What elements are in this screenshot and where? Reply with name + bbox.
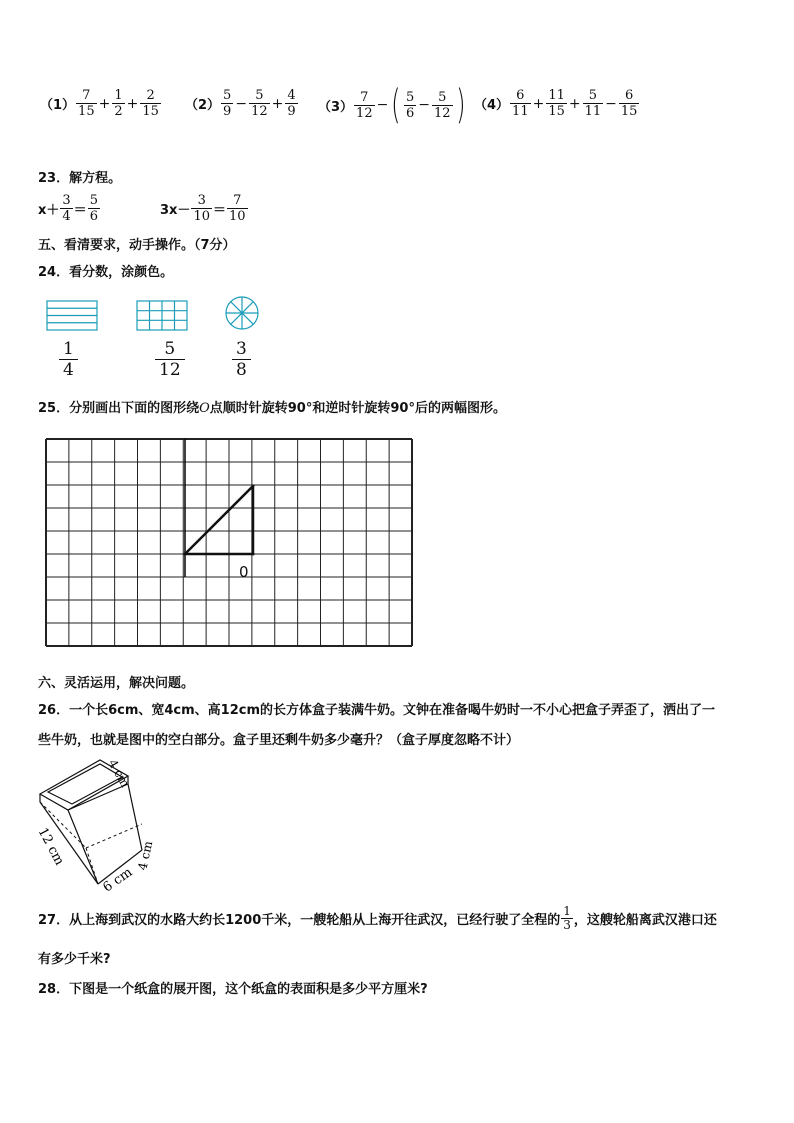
q24-fraction-2: $\frac{5}{12}$ bbox=[155, 339, 185, 380]
point-o-label: O bbox=[199, 401, 210, 416]
fraction: $\frac{7}{12}$ bbox=[356, 89, 373, 121]
q22-label: （3） bbox=[318, 99, 354, 115]
q27-line-1: 27．从上海到武汉的水路大约长1200千米，一艘轮船从上海开往武汉，已经行驶了全程的 $\frac{1}{3}$ ，这艘轮船离武汉港口还 bbox=[38, 904, 717, 932]
fraction: $\frac{5}{12}$ bbox=[251, 88, 268, 119]
label-height: 12 cm bbox=[34, 825, 67, 868]
q23-equation-2: 3x－ $\frac{3}{10}$ ＝ $\frac{7}{10}$ bbox=[160, 193, 246, 224]
q23-equation-1: x＋ $\frac{3}{4}$ ＝ $\frac{5}{6}$ bbox=[38, 193, 98, 224]
q28-title: 28．下图是一个纸盒的展开图，这个纸盒的表面积是多少平方厘米? bbox=[38, 982, 428, 997]
q27-line-2: 有多少千米? bbox=[38, 952, 111, 967]
q22-label: （2） bbox=[185, 98, 221, 113]
q24-fraction-1: $\frac{1}{4}$ bbox=[59, 339, 78, 380]
fraction: $\frac{6}{15}$ bbox=[620, 88, 638, 119]
q26-line-2: 些牛奶，也就是图中的空白部分。盒子里还剩牛奶多少毫升？（盒子厚度忽略不计） bbox=[38, 733, 520, 748]
fraction: $\frac{3}{4}$ bbox=[62, 193, 71, 224]
fraction: $\frac{3}{10}$ bbox=[193, 193, 210, 224]
fraction: $\frac{1}{3}$ bbox=[563, 904, 571, 932]
right-paren: ) bbox=[455, 82, 465, 128]
fraction: $\frac{4}{9}$ bbox=[287, 88, 296, 119]
fraction: $\frac{6}{11}$ bbox=[512, 88, 529, 119]
q22-label: （4） bbox=[474, 98, 510, 113]
rotation-grid bbox=[44, 437, 416, 649]
q22-item-4: （4） $\frac{6}{11}$ + $\frac{11}{15}$ + $\frac{5}{11}$ − $\frac{6}{15}$ bbox=[474, 88, 638, 119]
fraction: $\frac{5}{6}$ bbox=[405, 89, 415, 121]
q22-item-1: （1） $\frac{7}{15}$ + $\frac{1}{2}$ + $\frac{2}{15}$ bbox=[40, 88, 159, 119]
q22-item-3: （3） $\frac{7}{12}$ − ( $\frac{5}{6}$ − $\frac{5}{12}$ ) bbox=[318, 82, 465, 128]
label-width: 4 cm bbox=[105, 757, 133, 790]
fraction: $\frac{7}{10}$ bbox=[229, 193, 246, 224]
q22-label: （1） bbox=[40, 98, 76, 113]
left-paren: ( bbox=[391, 82, 401, 128]
fraction: $\frac{2}{15}$ bbox=[142, 88, 159, 119]
q24-title: 24．看分数，涂颜色。 bbox=[38, 265, 174, 280]
q26-line-1: 26．一个长6cm、宽4cm、高12cm的长方体盒子装满牛奶。文钟在准备喝牛奶时一不小心把盒子弄歪了，洒出了一 bbox=[38, 703, 716, 718]
rect-twelfths-shape bbox=[137, 301, 187, 330]
fraction: $\frac{5}{6}$ bbox=[89, 193, 98, 224]
label-length: 6 cm bbox=[100, 864, 136, 896]
cuboid-diagram bbox=[30, 752, 180, 897]
fraction: $\frac{7}{15}$ bbox=[78, 88, 95, 119]
circle-eighths-shape bbox=[226, 297, 258, 329]
q23-title: 23．解方程。 bbox=[38, 171, 122, 186]
fraction: $\frac{11}{15}$ bbox=[548, 88, 565, 119]
fraction: $\frac{1}{2}$ bbox=[114, 88, 123, 119]
section-5-heading: 五、看清要求，动手操作。（7分） bbox=[38, 238, 236, 253]
section-6-heading: 六、灵活运用，解决问题。 bbox=[38, 676, 195, 691]
triangle-shape bbox=[185, 486, 253, 554]
fraction: $\frac{5}{11}$ bbox=[584, 88, 602, 119]
q25-title: 25．分别画出下面的图形绕O点顺时针旋转90°和逆时针旋转90°后的两幅图形。 bbox=[38, 401, 506, 416]
q22-item-2: （2） $\frac{5}{9}$ − $\frac{5}{12}$ + $\frac{4}{9}$ bbox=[185, 88, 296, 119]
q24-shapes bbox=[40, 293, 270, 338]
q24-fraction-3: $\frac{3}{8}$ bbox=[232, 339, 251, 380]
fraction: $\frac{5}{12}$ bbox=[433, 89, 451, 121]
rect-quarters-shape bbox=[47, 301, 97, 330]
fraction: $\frac{5}{9}$ bbox=[223, 88, 232, 119]
point-label: 0 bbox=[239, 563, 249, 581]
label-depth: 4 cm bbox=[135, 839, 156, 872]
